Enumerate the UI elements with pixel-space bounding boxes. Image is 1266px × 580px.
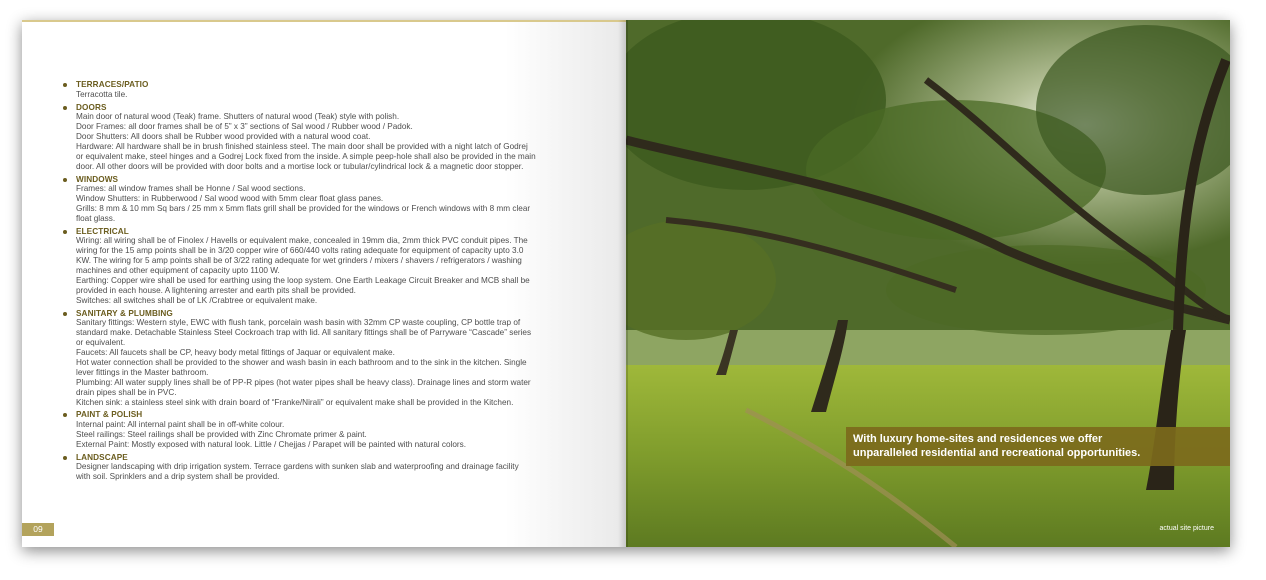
spec-text: with soil. Sprinklers and a drip system shall be provided. bbox=[76, 472, 280, 482]
specifications-list bbox=[62, 80, 582, 485]
spec-text: Grills: 8 mm & 10 mm Sq bars / 25 mm x 5mm flats grill shall be provided for the windows or French windows with 8 mm clear bbox=[76, 203, 531, 213]
caption-line-1: With luxury home-sites and residences we offer bbox=[853, 433, 1103, 445]
spec-text: Terracotta tile. bbox=[76, 89, 128, 99]
page-fold-shadow bbox=[618, 20, 628, 547]
spec-item bbox=[62, 80, 582, 100]
spec-text: Switches: all switches shall be of LK /Crabtree or equivalent make. bbox=[76, 295, 318, 305]
spec-heading: ELECTRICAL bbox=[76, 226, 129, 236]
spec-text: Frames: all window frames shall be Honne / Sal wood sections. bbox=[76, 184, 306, 194]
spec-text: standard make. Detachable Stainless Steel Cockroach trap with lid. All sanitary fittings shall be of Parryware “Cascade” series bbox=[76, 328, 532, 338]
spec-text: Earthing: Copper wire shall be used for earthing using the loop system. One Earth Leakage Circuit Breaker and MCB shall be bbox=[76, 275, 530, 285]
spec-text: Wiring: all wiring shall be of Finolex / Havells or equivalent make, concealed in 19mm dia, 2mm thick PVC conduit pipes. The bbox=[76, 236, 528, 246]
spec-heading: PAINT & POLISH bbox=[76, 410, 143, 420]
spec-text: provided in each house. A lightening arrester and earth pits shall be provided. bbox=[76, 285, 356, 295]
spec-text: Designer landscaping with drip irrigation system. Terrace gardens with sunken slab and waterproofing and drainage facility bbox=[76, 462, 519, 472]
spec-text: float glass. bbox=[76, 213, 116, 223]
caption-line-2: unparalleled residential and recreational opportunities. bbox=[853, 447, 1141, 459]
spec-item bbox=[62, 175, 582, 224]
tree-grove-photo bbox=[626, 20, 1230, 547]
brochure-spread bbox=[22, 20, 1230, 547]
photo-note: actual site picture bbox=[1159, 525, 1214, 532]
spec-item bbox=[62, 453, 582, 482]
spec-text: wiring for the 15 amp points shall be in 3/20 copper wire of 660/440 volts rating adequate for equipment of capacity upto 3.0 bbox=[76, 246, 524, 256]
spec-heading: LANDSCAPE bbox=[76, 452, 128, 462]
spec-text: Kitchen sink: a stainless steel sink with drain board of “Franke/Nirali” or equivalent make shall be provided in the Kitchen. bbox=[76, 397, 514, 407]
spec-text: Hot water connection shall be provided to the shower and wash basin in each bathroom and to the sink in the kitchen. Single bbox=[76, 357, 527, 367]
spec-heading: TERRACES/PATIO bbox=[76, 80, 149, 89]
spec-text: Main door of natural wood (Teak) frame. Shutters of natural wood (Teak) style with polish. bbox=[76, 112, 400, 122]
spec-text: machines and other equipment of capacity upto 1100 W. bbox=[76, 266, 280, 276]
spec-heading: SANITARY & PLUMBING bbox=[76, 308, 173, 318]
spec-text: Hardware: All hardware shall be in brush finished stainless steel. The main door shall be provided with a night latch of Godrej bbox=[76, 141, 528, 151]
spec-item bbox=[62, 410, 582, 449]
spec-item bbox=[62, 309, 582, 408]
spec-text: drain pipes shall be in PVC. bbox=[76, 387, 177, 397]
spec-heading: WINDOWS bbox=[76, 174, 119, 184]
spec-text: Sanitary fittings: Western style, EWC with flush tank, porcelain wash basin with 32mm CP waste coupling, CP bottle trap of bbox=[76, 318, 521, 328]
right-page bbox=[626, 20, 1230, 547]
spec-text: Internal paint: All internal paint shall be in off-white colour. bbox=[76, 420, 285, 430]
spec-text: Window Shutters: in Rubberwood / Sal wood wood with 5mm clear float glass panes. bbox=[76, 194, 384, 204]
spec-text: Faucets: All faucets shall be CP, heavy body metal fittings of Jaquar or equivalent make. bbox=[76, 348, 395, 357]
spec-text: or equivalent. bbox=[76, 338, 126, 348]
spec-text: KW. The wiring for 5 amp points shall be of 3/22 rating adequate for wet grinders / mixers / shavers / refrigerators / washing bbox=[76, 256, 522, 266]
spec-item bbox=[62, 103, 582, 172]
spec-text: Door Frames: all door frames shall be of 5” x 3” sections of Sal wood / Rubber wood / Padok. bbox=[76, 122, 413, 131]
spec-text: Door Shutters: All doors shall be Rubber wood provided with a natural wood coat. bbox=[76, 131, 371, 141]
spec-text: Steel railings: Steel railings shall be provided with Zinc Chromate primer & paint. bbox=[76, 429, 367, 439]
page-number: 09 bbox=[22, 523, 54, 536]
top-rule bbox=[22, 20, 626, 22]
spec-text: lever fittings in the Master bathroom. bbox=[76, 367, 209, 377]
spec-text: door. All other doors will be provided with door bolts and a mortise lock or tubular/cylindrical lock & a magnetic door stopper. bbox=[76, 161, 524, 171]
caption-box bbox=[846, 427, 1230, 466]
spec-item bbox=[62, 227, 582, 306]
spec-heading: DOORS bbox=[76, 102, 107, 112]
spec-text: External Paint: Mostly exposed with natural look. Little / Chejjas / Parapet will be painted with natural colors. bbox=[76, 439, 467, 449]
spec-text: or equivalent make, steel hinges and a Godrej Lock fixed from the inside. A simple peep-hole shall also be provided in the main bbox=[76, 151, 536, 161]
spec-text: Plumbing: All water supply lines shall be of PP-R pipes (hot water pipes shall be heavy class). Drainage lines and storm water bbox=[76, 377, 531, 387]
left-page bbox=[22, 20, 626, 547]
